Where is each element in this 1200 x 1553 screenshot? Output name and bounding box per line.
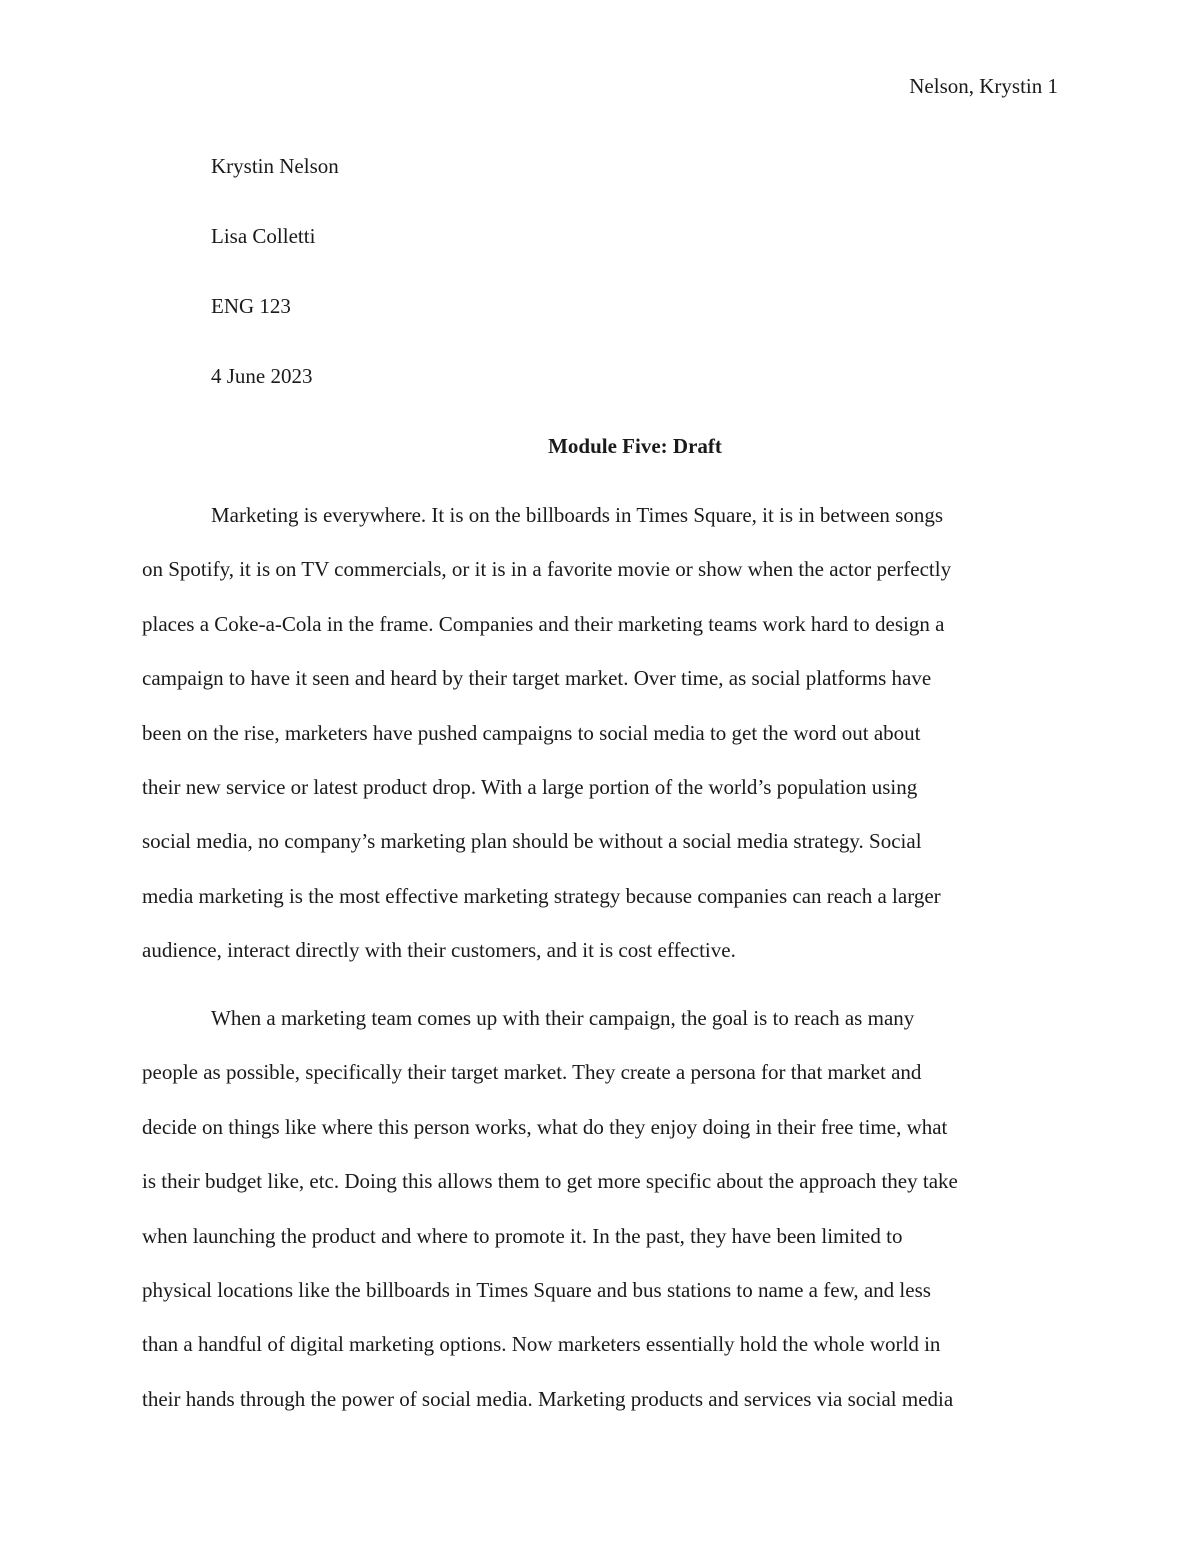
paragraph-2 (142, 1004, 1062, 1439)
paragraph-line: When a marketing team comes up with their campaign, the goal is to reach as many (211, 1006, 915, 1030)
mla-heading (211, 152, 339, 432)
paragraph-line: people as possible, specifically their target market. They create a persona for that market and (142, 1060, 922, 1085)
running-head: Nelson, Krystin 1 (909, 74, 1058, 98)
paragraph-line: when launching the product and where to promote it. In the past, they have been limited to (142, 1223, 903, 1248)
paragraph-line: decide on things like where this person works, what do they enjoy doing in their free time, what (142, 1114, 948, 1139)
document-title: Module Five: Draft (548, 434, 722, 458)
paragraph-line: is their budget like, etc. Doing this allows them to get more specific about the approach they take (142, 1169, 958, 1194)
paragraph-line: places a Coke-a-Cola in the frame. Companies and their marketing teams work hard to design a (142, 611, 945, 636)
course-name: ENG 123 (211, 294, 291, 318)
instructor-name: Lisa Colletti (211, 224, 316, 248)
student-name: Krystin Nelson (211, 154, 339, 178)
paragraph-line: been on the rise, marketers have pushed campaigns to social media to get the word out about (142, 720, 921, 745)
paragraph-line: social media, no company’s marketing plan should be without a social media strategy. Social (142, 829, 922, 854)
paragraph-line: their new service or latest product drop. With a large portion of the world’s population using (142, 774, 918, 799)
paragraph-line: Marketing is everywhere. It is on the billboards in Times Square, it is in between songs (211, 503, 943, 527)
paragraph-line: campaign to have it seen and heard by their target market. Over time, as social platforms have (142, 666, 932, 691)
paragraph-line: media marketing is the most effective marketing strategy because companies can reach a larger (142, 883, 941, 908)
paragraph-1 (142, 501, 1062, 991)
paragraph-line: audience, interact directly with their customers, and it is cost effective. (142, 938, 736, 963)
paragraph-line: on Spotify, it is on TV commercials, or it is in a favorite movie or show when the actor perfectly (142, 557, 952, 582)
document-date: 4 June 2023 (211, 364, 313, 388)
paragraph-line: physical locations like the billboards in Times Square and bus stations to name a few, and less (142, 1277, 931, 1302)
paragraph-line: than a handful of digital marketing options. Now marketers essentially hold the whole world in (142, 1332, 941, 1357)
paragraph-line: their hands through the power of social media. Marketing products and services via social media (142, 1386, 954, 1411)
